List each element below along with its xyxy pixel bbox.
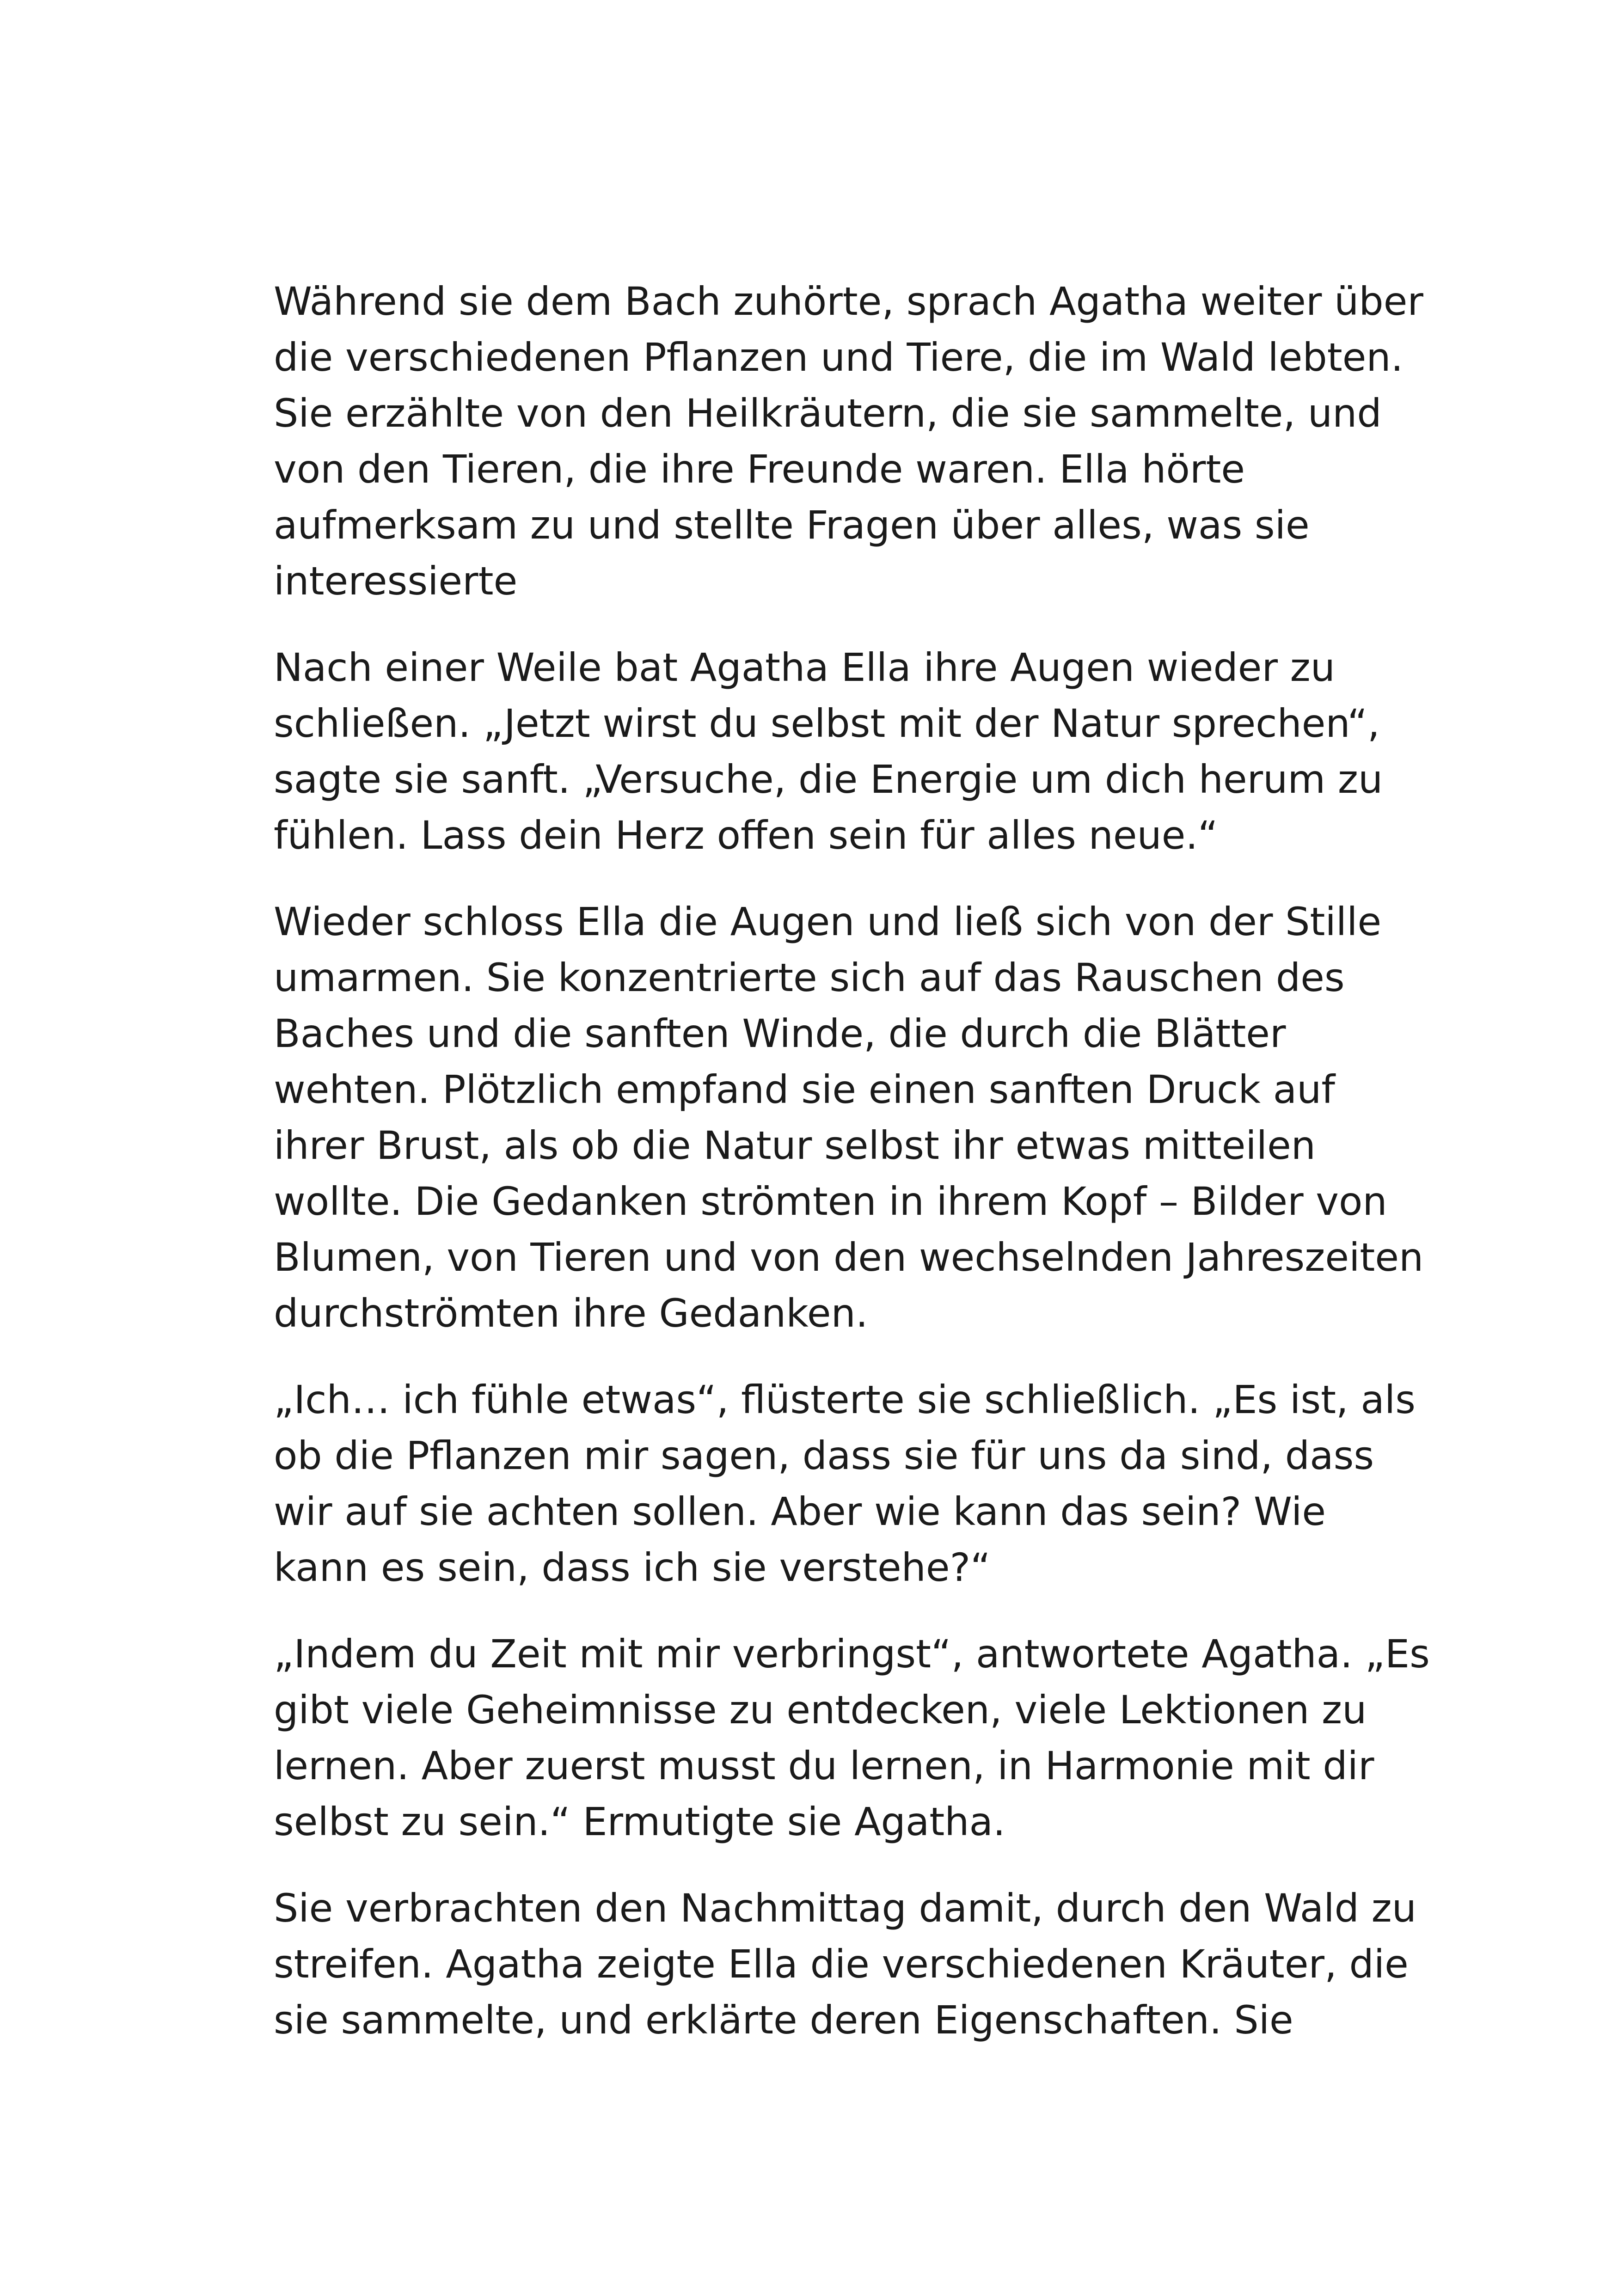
text-line: Baches und die sanften Winde, die durch die Blätter <box>274 1011 1286 1056</box>
text-line: wir auf sie achten sollen. Aber wie kann das sein? Wie <box>274 1489 1326 1534</box>
text-line: „Ich… ich fühle etwas“, flüsterte sie schließlich. „Es ist, als <box>274 1377 1416 1422</box>
text-line: Blumen, von Tieren und von den wechselnden Jahreszeiten <box>274 1235 1424 1280</box>
text-line: Wieder schloss Ella die Augen und ließ sich von der Stille <box>274 899 1382 944</box>
text-line: fühlen. Lass dein Herz offen sein für alles neue.“ <box>274 813 1218 858</box>
paragraph-2 <box>274 640 1383 863</box>
text-line: ihrer Brust, als ob die Natur selbst ihr etwas mitteilen <box>274 1123 1316 1168</box>
text-line: schließen. „Jetzt wirst du selbst mit der Natur sprechen“, <box>274 701 1380 746</box>
paragraph-5 <box>274 1626 1430 1850</box>
text-line: die verschiedenen Pflanzen und Tiere, die im Wald lebten. <box>274 335 1403 380</box>
text-line: Sie verbrachten den Nachmittag damit, durch den Wald zu <box>274 1886 1416 1931</box>
text-line: streifen. Agatha zeigte Ella die verschiedenen Kräuter, die <box>274 1941 1409 1987</box>
text-line: „Indem du Zeit mit mir verbringst“, antwortete Agatha. „Es <box>274 1631 1430 1677</box>
text-line: interessierte <box>274 558 518 604</box>
text-line: Während sie dem Bach zuhörte, sprach Agatha weiter über <box>274 279 1423 324</box>
text-line: lernen. Aber zuerst musst du lernen, in Harmonie mit dir <box>274 1743 1374 1788</box>
text-line: Nach einer Weile bat Agatha Ella ihre Augen wieder zu <box>274 645 1336 690</box>
text-line: wollte. Die Gedanken strömten in ihrem Kopf – Bilder von <box>274 1179 1387 1224</box>
text-line: aufmerksam zu und stellte Fragen über alles, was sie <box>274 502 1310 548</box>
text-line: wehten. Plötzlich empfand sie einen sanften Druck auf <box>274 1067 1335 1112</box>
text-line: ob die Pflanzen mir sagen, dass sie für uns da sind, dass <box>274 1433 1374 1478</box>
text-line: umarmen. Sie konzentrierte sich auf das Rauschen des <box>274 955 1345 1000</box>
text-line: Sie erzählte von den Heilkräutern, die sie sammelte, und <box>274 391 1382 436</box>
paragraph-6 <box>274 1880 1416 2048</box>
text-line: selbst zu sein.“ Ermutigte sie Agatha. <box>274 1799 1005 1844</box>
text-line: durchströmten ihre Gedanken. <box>274 1291 868 1336</box>
paragraph-1 <box>274 274 1423 609</box>
text-line: sie sammelte, und erklärte deren Eigenschaften. Sie <box>274 1997 1293 2043</box>
paragraph-4 <box>274 1372 1416 1596</box>
text-line: kann es sein, dass ich sie verstehe?“ <box>274 1545 991 1590</box>
paragraph-3 <box>274 894 1424 1341</box>
body-text <box>274 274 1430 2079</box>
text-line: sagte sie sanft. „Versuche, die Energie um dich herum zu <box>274 757 1383 802</box>
text-line: von den Tieren, die ihre Freunde waren. Ella hörte <box>274 447 1245 492</box>
text-line: gibt viele Geheimnisse zu entdecken, viele Lektionen zu <box>274 1687 1367 1733</box>
